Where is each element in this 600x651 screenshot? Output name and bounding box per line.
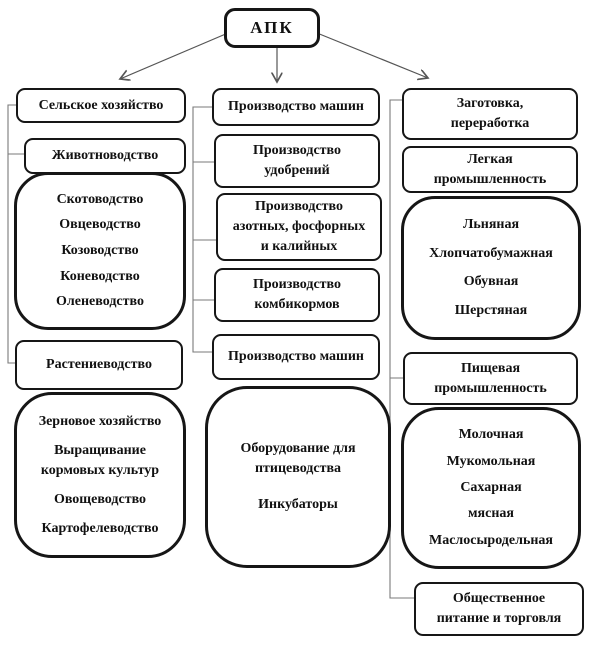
- list-item-ovtsevodstvo: Овцеводство: [59, 217, 141, 233]
- list-oborudovanie-items: [205, 386, 391, 568]
- node-zhivotnovodstvo: [24, 138, 186, 174]
- list-legkaya-items: [401, 196, 581, 340]
- list-item-kartofelevodstvo: Картофелеводство: [41, 520, 159, 536]
- list-zhivotnovodstvo-items: [14, 172, 186, 330]
- node-label: Растениеводство: [46, 357, 152, 372]
- node-label: Производство комбикормов: [252, 277, 342, 312]
- list-item-olenevodstvo: Оленеводство: [56, 294, 144, 310]
- node-proizvodstvo-udobreniy: [214, 134, 380, 188]
- arrow-root-left: [120, 33, 228, 79]
- node-label: Производство удобрений: [252, 143, 342, 178]
- list-item-ovoshchevodstvo: Овощеводство: [53, 491, 147, 507]
- list-item-maslosyrodelnaya: Маслосыродельная: [428, 532, 553, 548]
- node-label: Легкая промышленность: [433, 151, 547, 187]
- node-apk: [224, 8, 320, 48]
- list-item-mukomolnaya: Мукомольная: [446, 453, 536, 469]
- list-item-inkubatory: Инкубаторы: [258, 497, 338, 512]
- list-item-kormovye: Выращивание кормовых культур: [40, 442, 160, 478]
- node-legkaya-promyshlennost: [402, 146, 578, 193]
- list-item-sakharnaya: Сахарная: [460, 479, 522, 495]
- list-item-kozovodstvo: Козоводство: [61, 242, 139, 258]
- node-proizvodstvo-mashin-top: [212, 88, 380, 126]
- node-apk-label: АПК: [250, 18, 294, 37]
- list-item-oborudovanie-ptitsevodstva: Оборудование для птицеводства: [240, 441, 356, 476]
- node-label: Производство машин: [228, 349, 364, 364]
- node-label: Пищевая промышленность: [434, 360, 547, 396]
- node-proizvodstvo-mashin-bottom: [212, 334, 380, 380]
- node-label: Производство азотных, фосфорных и калийных: [232, 199, 366, 254]
- list-item-myasnaya: мясная: [468, 506, 514, 522]
- list-item-lnyanaya: Льняная: [462, 217, 520, 233]
- list-item-sherstyanaya: Шерстяная: [454, 302, 528, 318]
- node-label: Заготовка, переработка: [450, 96, 530, 131]
- list-item-zernovoe: Зерновое хозяйство: [38, 413, 162, 429]
- arrow-root-right: [317, 33, 428, 78]
- list-item-obuvnaya: Обувная: [463, 274, 519, 290]
- node-obshchestvennoe-pitanie: [414, 582, 584, 636]
- list-item-konevodstvo: Коневодство: [60, 268, 140, 284]
- node-label: Животноводство: [51, 148, 159, 163]
- list-item-khlopchatobumazhnaya: Хлопчатобумажная: [429, 245, 553, 261]
- node-label: Общественное питание и торговля: [436, 591, 562, 626]
- node-proizvodstvo-azotnykh: [216, 193, 382, 261]
- list-pishchevaya-items: [401, 407, 581, 569]
- list-item-skotovodstvo: Скотоводство: [56, 191, 144, 207]
- node-label: Сельское хозяйство: [38, 97, 164, 113]
- node-zagotovka-pererabotka: [402, 88, 578, 140]
- node-label: Производство машин: [228, 99, 364, 114]
- node-proizvodstvo-kombikormov: [214, 268, 380, 322]
- list-rastenievodstvo-items: [14, 392, 186, 558]
- node-selskoe-khozyaystvo: [16, 88, 186, 123]
- node-pishchevaya-promyshlennost: [403, 352, 578, 405]
- list-item-molochnaya: Молочная: [458, 427, 524, 443]
- node-rastenievodstvo: [15, 340, 183, 390]
